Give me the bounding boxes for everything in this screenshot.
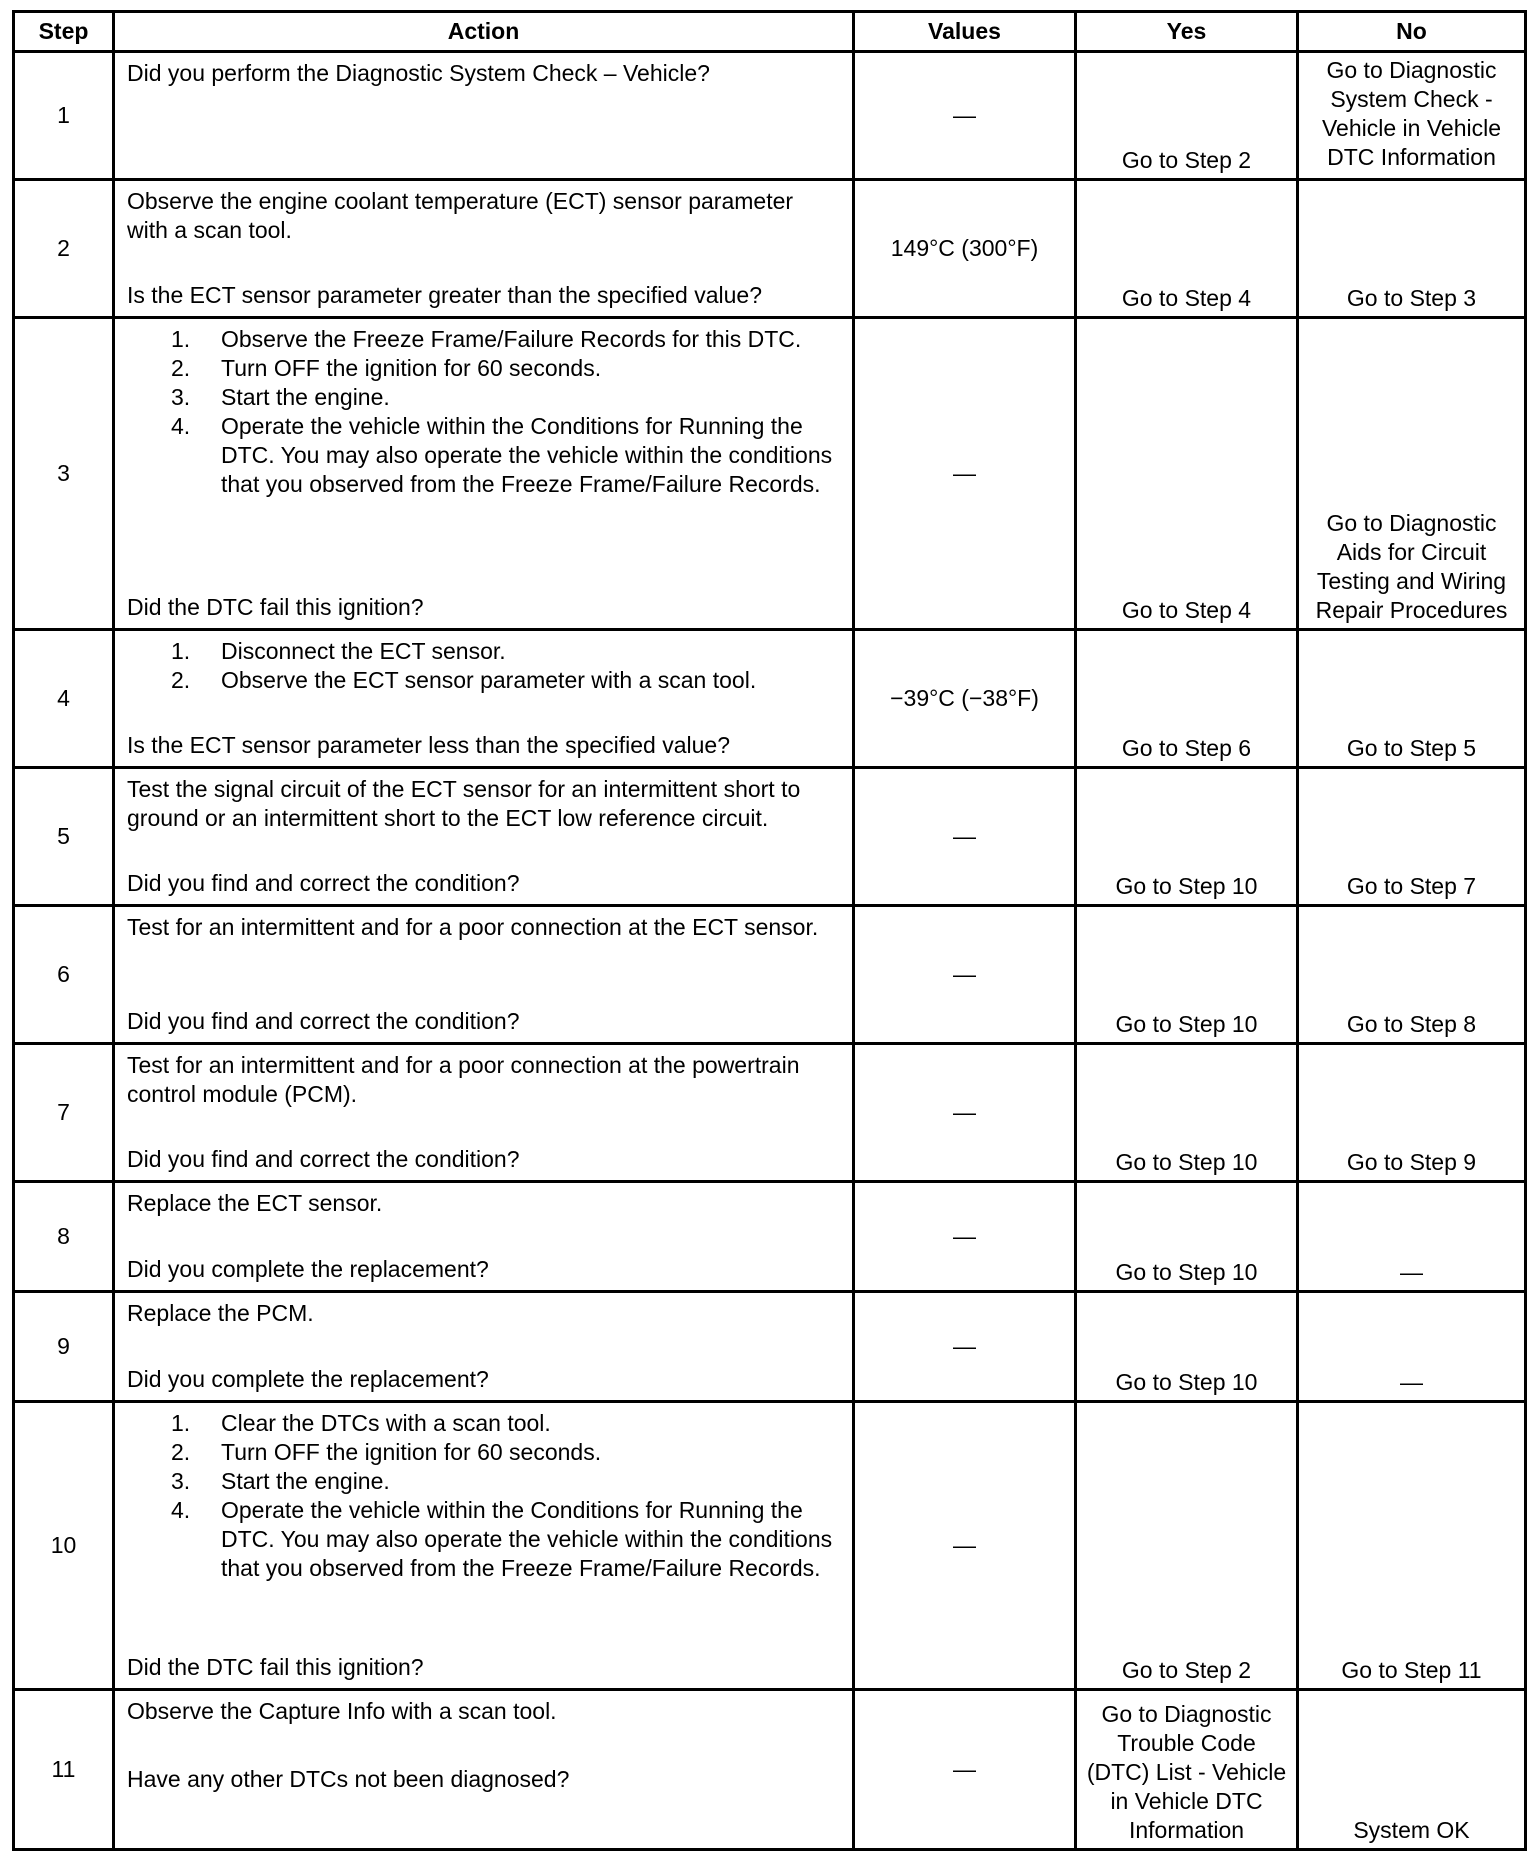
- table-row: [14, 52, 1526, 180]
- yes-cell: Go to Diagnostic Trouble Code (DTC) List - Vehicle in Vehicle DTC Information: [1076, 1690, 1298, 1850]
- action-cell: [114, 1690, 854, 1850]
- header-action: Action: [114, 12, 854, 52]
- table-row: [14, 1292, 1526, 1402]
- step-number: 9: [14, 1292, 114, 1402]
- list-item: 1. Disconnect the ECT sensor.: [171, 638, 506, 664]
- step-number: 11: [14, 1690, 114, 1850]
- action-question: Did you complete the replacement?: [127, 1366, 489, 1392]
- table-row: [14, 1402, 1526, 1690]
- list-item: 4. Operate the vehicle within the Conditions for Running the DTC. You may also operate the vehicle within the conditions that you observed from the Freeze Frame/Failure Records.: [171, 1497, 833, 1581]
- value-cell: —: [854, 906, 1076, 1044]
- list-item: 3. Start the engine.: [171, 384, 390, 410]
- action-cell: [114, 906, 854, 1044]
- header-values: Values: [854, 12, 1076, 52]
- action-question: Did you find and correct the condition?: [127, 1008, 520, 1034]
- no-cell: Go to Step 9: [1298, 1044, 1526, 1182]
- action-steps-list: [127, 325, 840, 499]
- value-cell: 149°C (300°F): [854, 180, 1076, 318]
- yes-cell: Go to Step 6: [1076, 630, 1298, 768]
- table-row: [14, 1044, 1526, 1182]
- action-text: Test for an intermittent and for a poor connection at the powertrain control module (PCM).: [127, 1052, 800, 1107]
- list-item: 3. Start the engine.: [171, 1468, 390, 1494]
- action-cell: [114, 768, 854, 906]
- no-cell: —: [1298, 1292, 1526, 1402]
- action-text: Replace the PCM.: [127, 1300, 314, 1326]
- no-cell: Go to Step 3: [1298, 180, 1526, 318]
- header-step: Step: [14, 12, 114, 52]
- value-cell: —: [854, 768, 1076, 906]
- value-cell: —: [854, 52, 1076, 180]
- action-text: Did you perform the Diagnostic System Check – Vehicle?: [127, 60, 710, 86]
- action-cell: [114, 1182, 854, 1292]
- step-number: 2: [14, 180, 114, 318]
- value-cell: —: [854, 1402, 1076, 1690]
- action-cell: [114, 318, 854, 630]
- action-question: Did you find and correct the condition?: [127, 870, 520, 896]
- no-cell: Go to Step 7: [1298, 768, 1526, 906]
- yes-cell: Go to Step 10: [1076, 768, 1298, 906]
- action-question: Have any other DTCs not been diagnosed?: [127, 1766, 570, 1792]
- header-no: No: [1298, 12, 1526, 52]
- yes-cell: Go to Step 2: [1076, 1402, 1298, 1690]
- value-cell: —: [854, 1690, 1076, 1850]
- step-number: 6: [14, 906, 114, 1044]
- action-cell: [114, 52, 854, 180]
- action-question: Is the ECT sensor parameter greater than the specified value?: [127, 282, 762, 308]
- action-steps-list: [127, 1409, 840, 1583]
- diagnostic-table: [12, 10, 1527, 1851]
- table-row: [14, 768, 1526, 906]
- no-cell: Go to Diagnostic Aids for Circuit Testing and Wiring Repair Procedures: [1298, 318, 1526, 630]
- table-header-row: [14, 12, 1526, 52]
- action-text: Test for an intermittent and for a poor connection at the ECT sensor.: [127, 914, 819, 940]
- action-cell: [114, 180, 854, 318]
- step-number: 4: [14, 630, 114, 768]
- value-cell: —: [854, 1292, 1076, 1402]
- action-cell: [114, 1044, 854, 1182]
- yes-cell: Go to Step 10: [1076, 1182, 1298, 1292]
- step-number: 7: [14, 1044, 114, 1182]
- no-cell: System OK: [1298, 1690, 1526, 1850]
- action-cell: [114, 630, 854, 768]
- step-number: 5: [14, 768, 114, 906]
- list-item: 1. Clear the DTCs with a scan tool.: [171, 1410, 551, 1436]
- no-cell: Go to Step 8: [1298, 906, 1526, 1044]
- action-cell: [114, 1292, 854, 1402]
- action-question: Did the DTC fail this ignition?: [127, 1654, 424, 1680]
- table-row: [14, 630, 1526, 768]
- table-row: [14, 180, 1526, 318]
- action-text: Replace the ECT sensor.: [127, 1190, 383, 1216]
- no-cell: Go to Step 5: [1298, 630, 1526, 768]
- yes-cell: Go to Step 10: [1076, 1292, 1298, 1402]
- no-cell: Go to Diagnostic System Check - Vehicle in Vehicle DTC Information: [1298, 52, 1526, 180]
- value-cell: —: [854, 1044, 1076, 1182]
- table-row: [14, 318, 1526, 630]
- action-question: Did you find and correct the condition?: [127, 1146, 520, 1172]
- action-text: Test the signal circuit of the ECT sensor for an intermittent short to ground or an intermittent short to the ECT low reference circuit.: [127, 776, 801, 831]
- action-text: Observe the engine coolant temperature (ECT) sensor parameter with a scan tool.: [127, 188, 794, 243]
- yes-cell: Go to Step 4: [1076, 318, 1298, 630]
- table-row: [14, 1182, 1526, 1292]
- list-item: 1. Observe the Freeze Frame/Failure Records for this DTC.: [171, 326, 802, 352]
- yes-cell: Go to Step 2: [1076, 52, 1298, 180]
- list-item: 2. Observe the ECT sensor parameter with a scan tool.: [171, 667, 757, 693]
- header-yes: Yes: [1076, 12, 1298, 52]
- action-text: Observe the Capture Info with a scan tool.: [127, 1698, 557, 1724]
- list-item: 2. Turn OFF the ignition for 60 seconds.: [171, 1439, 602, 1465]
- action-question: Is the ECT sensor parameter less than the specified value?: [127, 732, 731, 758]
- value-cell: —: [854, 1182, 1076, 1292]
- yes-cell: Go to Step 10: [1076, 906, 1298, 1044]
- step-number: 1: [14, 52, 114, 180]
- action-steps-list: [127, 637, 840, 695]
- yes-cell: Go to Step 10: [1076, 1044, 1298, 1182]
- step-number: 3: [14, 318, 114, 630]
- value-cell: —: [854, 318, 1076, 630]
- table-row: [14, 1690, 1526, 1850]
- no-cell: —: [1298, 1182, 1526, 1292]
- step-number: 10: [14, 1402, 114, 1690]
- step-number: 8: [14, 1182, 114, 1292]
- list-item: 4. Operate the vehicle within the Conditions for Running the DTC. You may also operate the vehicle within the conditions that you observed from the Freeze Frame/Failure Records.: [171, 413, 833, 497]
- action-cell: [114, 1402, 854, 1690]
- value-cell: −39°C (−38°F): [854, 630, 1076, 768]
- no-cell: Go to Step 11: [1298, 1402, 1526, 1690]
- list-item: 2. Turn OFF the ignition for 60 seconds.: [171, 355, 602, 381]
- action-question: Did the DTC fail this ignition?: [127, 594, 424, 620]
- yes-cell: Go to Step 4: [1076, 180, 1298, 318]
- action-question: Did you complete the replacement?: [127, 1256, 489, 1282]
- table-row: [14, 906, 1526, 1044]
